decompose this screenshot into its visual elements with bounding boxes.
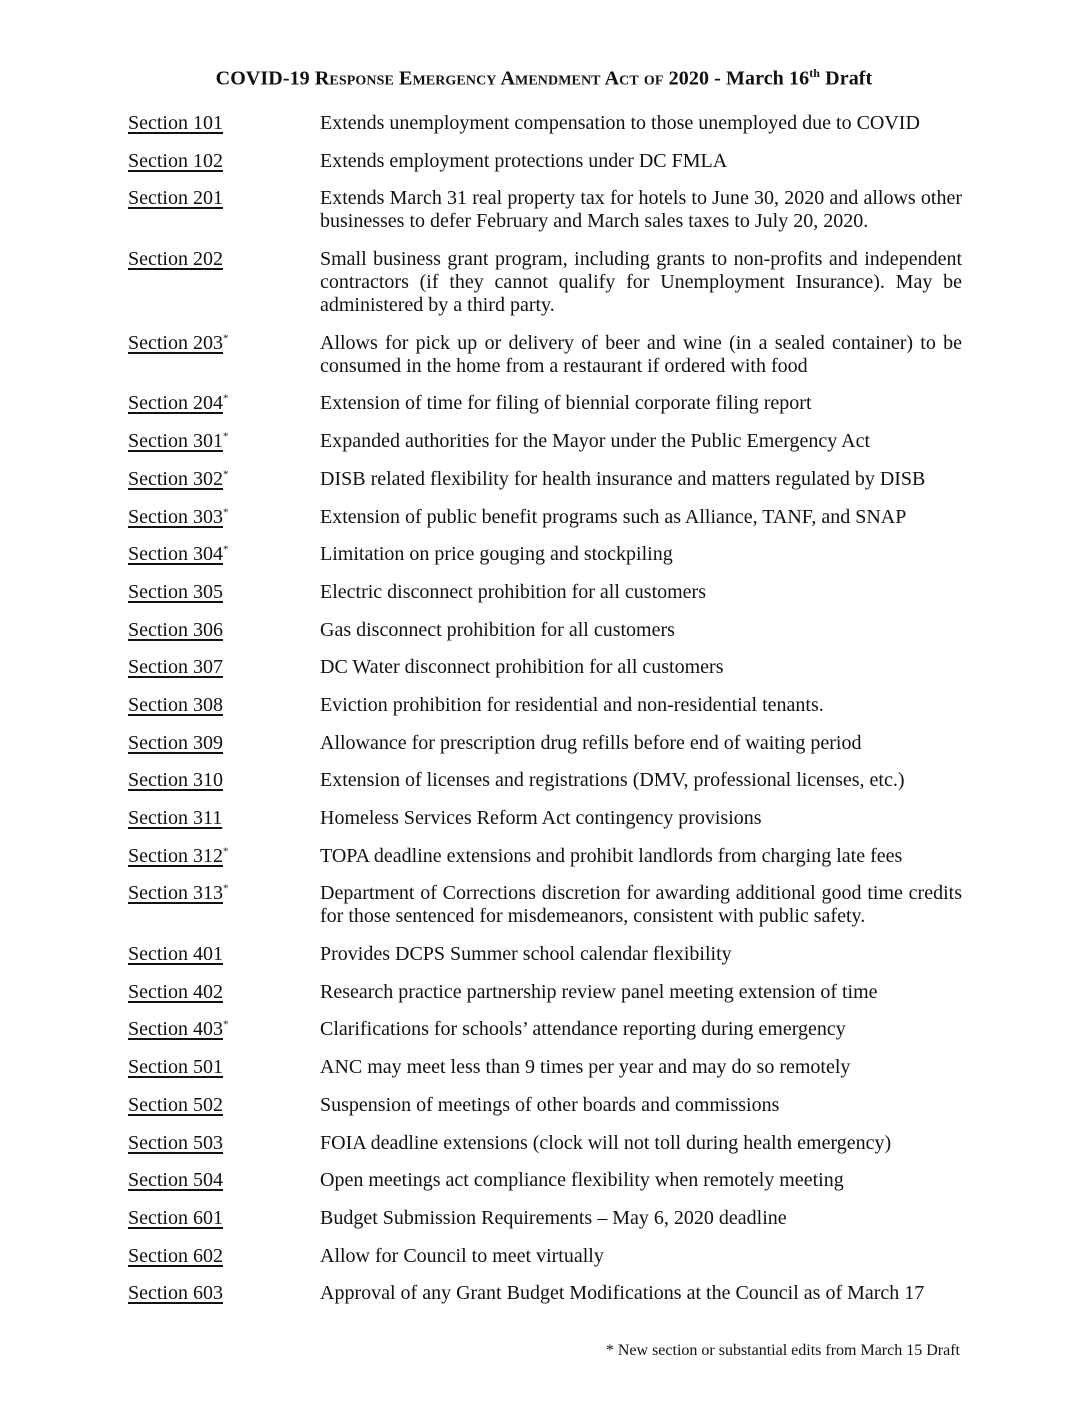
section-link[interactable]: Section 204 xyxy=(128,392,223,415)
section-cell xyxy=(128,1056,320,1079)
section-row xyxy=(128,845,962,868)
section-cell xyxy=(128,506,320,529)
section-row xyxy=(128,1169,962,1192)
section-link[interactable]: Section 301 xyxy=(128,430,223,453)
section-description: Approval of any Grant Budget Modifications at the Council as of March 17 xyxy=(320,1282,925,1305)
section-row xyxy=(128,1094,962,1117)
section-link[interactable]: Section 402 xyxy=(128,980,223,1003)
section-list xyxy=(128,112,962,1320)
section-link[interactable]: Section 203 xyxy=(128,331,223,354)
title-part2: Response Emergency Amendment Act of xyxy=(314,67,664,90)
section-cell xyxy=(128,769,320,792)
section-cell xyxy=(128,543,320,566)
section-description: Homeless Services Reform Act contingency provisions xyxy=(320,807,762,829)
section-description: Extension of licenses and registrations (DMV, professional licenses, etc.) xyxy=(320,769,905,792)
section-description: Eviction prohibition for residential and non-residential tenants. xyxy=(320,693,824,716)
section-link[interactable]: Section 501 xyxy=(128,1056,223,1079)
section-link[interactable]: Section 101 xyxy=(128,112,223,134)
section-cell xyxy=(128,807,320,830)
new-edit-marker: * xyxy=(223,468,229,481)
section-cell xyxy=(128,1207,320,1230)
section-link[interactable]: Section 102 xyxy=(128,149,223,172)
section-description: Department of Corrections discretion for awarding additional good time credits for those sentenced for misdemeanors, consistent with public safety. xyxy=(320,882,962,928)
section-cell xyxy=(128,694,320,717)
section-description: Electric disconnect prohibition for all customers xyxy=(320,580,706,603)
section-link[interactable]: Section 307 xyxy=(128,656,223,679)
section-row xyxy=(128,1132,962,1155)
section-cell xyxy=(128,187,320,210)
section-description: DC Water disconnect prohibition for all customers xyxy=(320,656,724,679)
section-row xyxy=(128,769,962,792)
section-description: Open meetings act compliance flexibility when remotely meeting xyxy=(320,1169,844,1192)
section-row xyxy=(128,694,962,717)
section-cell xyxy=(128,943,320,966)
section-description: Extension of time for filing of biennial corporate filing report xyxy=(320,392,812,415)
section-row xyxy=(128,943,962,966)
page-title xyxy=(0,66,1088,91)
section-cell xyxy=(128,332,320,355)
title-part1: COVID-19 xyxy=(215,67,315,90)
section-link[interactable]: Section 311 xyxy=(128,807,223,829)
title-part3: 2020 - March 16 xyxy=(663,67,810,90)
section-row xyxy=(128,581,962,604)
new-edit-marker: * xyxy=(223,1018,229,1031)
new-edit-marker: * xyxy=(223,430,229,443)
section-row xyxy=(128,732,962,755)
section-row xyxy=(128,1282,962,1305)
section-description: TOPA deadline extensions and prohibit landlords from charging late fees xyxy=(320,844,903,867)
section-cell xyxy=(128,430,320,453)
section-link[interactable]: Section 304 xyxy=(128,543,223,566)
section-link[interactable]: Section 305 xyxy=(128,580,223,603)
footnote: * New section or substantial edits from March 15 Draft xyxy=(605,1342,960,1359)
section-row xyxy=(128,543,962,566)
section-description: Provides DCPS Summer school calendar flexibility xyxy=(320,943,732,966)
section-cell xyxy=(128,248,320,271)
section-description: Small business grant program, including grants to non-profits and independent contractors (if they cannot qualify for Unemployment Insurance). May be administered by a third party. xyxy=(320,248,962,317)
section-description: Expanded authorities for the Mayor under the Public Emergency Act xyxy=(320,430,871,453)
title-part4: Draft xyxy=(820,67,873,90)
section-cell xyxy=(128,468,320,491)
section-row xyxy=(128,112,962,135)
section-link[interactable]: Section 302 xyxy=(128,467,223,490)
section-link[interactable]: Section 401 xyxy=(128,943,223,966)
new-edit-marker: * xyxy=(223,392,229,405)
section-cell xyxy=(128,1094,320,1117)
section-row xyxy=(128,430,962,453)
section-row xyxy=(128,1018,962,1041)
section-link[interactable]: Section 602 xyxy=(128,1244,223,1267)
section-cell xyxy=(128,1282,320,1305)
section-cell xyxy=(128,1132,320,1155)
section-link[interactable]: Section 503 xyxy=(128,1131,223,1154)
new-edit-marker: * xyxy=(223,505,229,518)
section-row xyxy=(128,1207,962,1230)
section-description: Extends employment protections under DC FMLA xyxy=(320,149,728,172)
section-description: Research practice partnership review panel meeting extension of time xyxy=(320,980,878,1003)
section-link[interactable]: Section 310 xyxy=(128,769,223,792)
section-link[interactable]: Section 603 xyxy=(128,1282,223,1305)
section-row xyxy=(128,468,962,491)
section-link[interactable]: Section 306 xyxy=(128,618,223,641)
section-description: Extends unemployment compensation to those unemployed due to COVID xyxy=(320,112,920,134)
new-edit-marker: * xyxy=(223,332,229,345)
section-description: DISB related flexibility for health insurance and matters regulated by DISB xyxy=(320,467,926,490)
section-link[interactable]: Section 502 xyxy=(128,1093,223,1116)
section-description: Suspension of meetings of other boards and commissions xyxy=(320,1093,780,1116)
section-description: FOIA deadline extensions (clock will not toll during health emergency) xyxy=(320,1131,892,1154)
section-row xyxy=(128,807,962,830)
section-link[interactable]: Section 308 xyxy=(128,693,223,716)
section-row xyxy=(128,506,962,529)
section-link[interactable]: Section 201 xyxy=(128,187,223,210)
section-description: Clarifications for schools’ attendance reporting during emergency xyxy=(320,1018,846,1041)
section-row xyxy=(128,1056,962,1079)
section-link[interactable]: Section 313 xyxy=(128,882,223,905)
section-link[interactable]: Section 202 xyxy=(128,248,223,271)
new-edit-marker: * xyxy=(223,845,229,858)
new-edit-marker: * xyxy=(223,543,229,556)
new-edit-marker: * xyxy=(223,882,229,895)
section-row xyxy=(128,1245,962,1268)
section-link[interactable]: Section 504 xyxy=(128,1169,223,1192)
section-link[interactable]: Section 601 xyxy=(128,1206,223,1229)
section-cell xyxy=(128,1245,320,1268)
section-row xyxy=(128,392,962,415)
section-description: Allow for Council to meet virtually xyxy=(320,1244,604,1267)
section-description: Extends March 31 real property tax for hotels to June 30, 2020 and allows other businesses to defer February and March sales taxes to July 20, 2020. xyxy=(320,187,962,233)
section-row xyxy=(128,656,962,679)
section-cell xyxy=(128,619,320,642)
section-cell xyxy=(128,392,320,415)
section-description: Gas disconnect prohibition for all customers xyxy=(320,618,675,641)
section-row xyxy=(128,150,962,173)
section-link[interactable]: Section 309 xyxy=(128,731,223,754)
section-description: ANC may meet less than 9 times per year and may do so remotely xyxy=(320,1056,851,1079)
section-cell xyxy=(128,732,320,755)
section-row xyxy=(128,619,962,642)
section-description: Allowance for prescription drug refills before end of waiting period xyxy=(320,731,862,754)
section-link[interactable]: Section 303 xyxy=(128,505,223,528)
section-cell xyxy=(128,981,320,1004)
section-row xyxy=(128,981,962,1004)
section-link[interactable]: Section 312 xyxy=(128,844,223,867)
section-cell xyxy=(128,112,320,135)
section-description: Extension of public benefit programs such as Alliance, TANF, and SNAP xyxy=(320,505,907,528)
section-cell xyxy=(128,656,320,679)
section-link[interactable]: Section 403 xyxy=(128,1018,223,1041)
section-description: Allows for pick up or delivery of beer and wine (in a sealed container) to be consumed in the home from a restaurant if ordered with food xyxy=(320,331,962,377)
section-cell xyxy=(128,1169,320,1192)
section-row xyxy=(128,248,962,317)
section-cell xyxy=(128,1018,320,1041)
section-cell xyxy=(128,150,320,173)
section-row xyxy=(128,187,962,233)
section-description: Budget Submission Requirements – May 6, 2020 deadline xyxy=(320,1206,787,1229)
section-cell xyxy=(128,845,320,868)
section-row xyxy=(128,332,962,378)
section-row xyxy=(128,882,962,928)
title-superscript: th xyxy=(809,66,821,80)
section-cell xyxy=(128,581,320,604)
section-cell xyxy=(128,882,320,905)
section-description: Limitation on price gouging and stockpiling xyxy=(320,543,673,566)
